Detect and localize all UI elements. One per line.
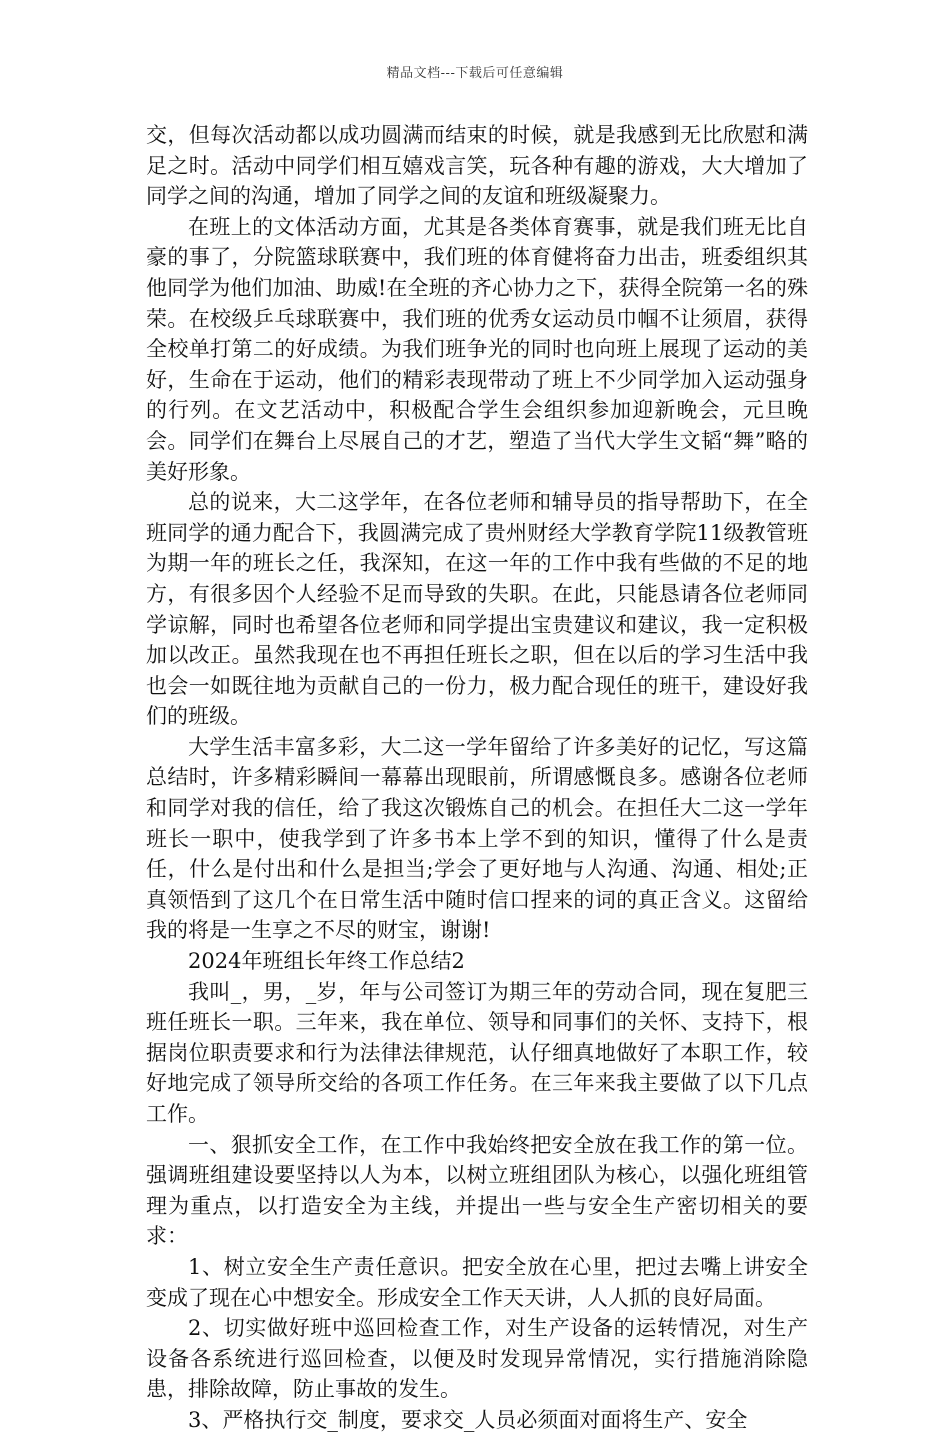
paragraph-5: 我叫_，男，_岁，年与公司签订为期三年的劳动合同，现在复肥三班任班长一职。三年来，我在单位、领导和同事们的关怀、支持下，根据岗位职责要求和行为法律法律规范，认仔细真地做好了本职工作，较好地完成了领导所交给的各项工作任务。在三年来我主要做了以下几点工作。 (146, 979, 808, 1126)
paragraph-2: 在班上的文体活动方面，尤其是各类体育赛事，就是我们班无比自豪的事了，分院篮球联赛中，我们班的体育健将奋力出击，班委组织其他同学为他们加油、助威!在全班的齐心协力之下，获得全院第一名的殊荣。在校级乒乓球联赛中，我们班的优秀女运动员巾帼不让须眉，获得全校单打第二的好成绩。为我们班争光的同时也向班上展现了运动的美好，生命在于运动，他们的精彩表现带动了班上不少同学加入运动强身的行列。在文艺活动中，积极配合学生会组织参加迎新晚会，元旦晚会。同学们在舞台上尽展自己的才艺，塑造了当代大学生文韬“舞”略的美好形象。 (146, 214, 808, 484)
paragraph-6: 一、狠抓安全工作，在工作中我始终把安全放在我工作的第一位。强调班组建设要坚持以人为本，以树立班组团队为核心，以强化班组管理为重点，以打造安全为主线，并提出一些与安全生产密切相关的要求： (146, 1132, 808, 1249)
paragraph-4: 大学生活丰富多彩，大二这一学年留给了许多美好的记忆，写这篇总结时，许多精彩瞬间一幕幕出现眼前，所谓感慨良多。感谢各位老师和同学对我的信任，给了我这次锻炼自己的机会。在担任大二这一学年班长一职中，使我学到了许多书本上学不到的知识，懂得了什么是责任，什么是付出和什么是担当;学会了更好地与人沟通、沟通、相处;正真领悟到了这几个在日常生活中随时信口捏来的词的真正含义。这留给我的将是一生享之不尽的财宝，谢谢! (146, 734, 808, 943)
paragraph-8: 2、切实做好班中巡回检查工作，对生产设备的运转情况，对生产设备各系统进行巡回检查，以便及时发现异常情况，实行措施消除隐患，排除故障，防止事故的发生。 (146, 1316, 808, 1402)
paragraph-1: 交，但每次活动都以成功圆满而结束的时候，就是我感到无比欣慰和满足之时。活动中同学们相互嬉戏言笑，玩各种有趣的游戏，大大增加了同学之间的沟通，增加了同学之间的友谊和班级凝聚力。 (146, 123, 808, 209)
document-body (146, 120, 808, 1436)
paragraph-9: 3、严格执行交_制度，要求交_人员必须面对面将生产、安全 (188, 1407, 748, 1432)
section-heading: 2024年班组长年终工作总结2 (188, 949, 465, 974)
paragraph-3: 总的说来，大二这学年，在各位老师和辅导员的指导帮助下，在全班同学的通力配合下，我圆满完成了贵州财经大学教育学院11级教管班为期一年的班长之任，我深知，在这一年的工作中我有些做的不足的地方，有很多因个人经验不足而导致的失职。在此，只能恳请各位老师同学谅解，同时也希望各位老师和同学提出宝贵建议和建议，我一定积极加以改正。虽然我现在也不再担任班长之职，但在以后的学习生活中我也会一如既往地为贡献自己的一份力，极力配合现任的班干，建设好我们的班级。 (146, 490, 808, 729)
paragraph-7: 1、树立安全生产责任意识。把安全放在心里，把过去嘴上讲安全变成了现在心中想安全。形成安全工作天天讲，人人抓的良好局面。 (146, 1254, 808, 1310)
page-header: 精品文档---下载后可任意编辑 (386, 66, 564, 81)
